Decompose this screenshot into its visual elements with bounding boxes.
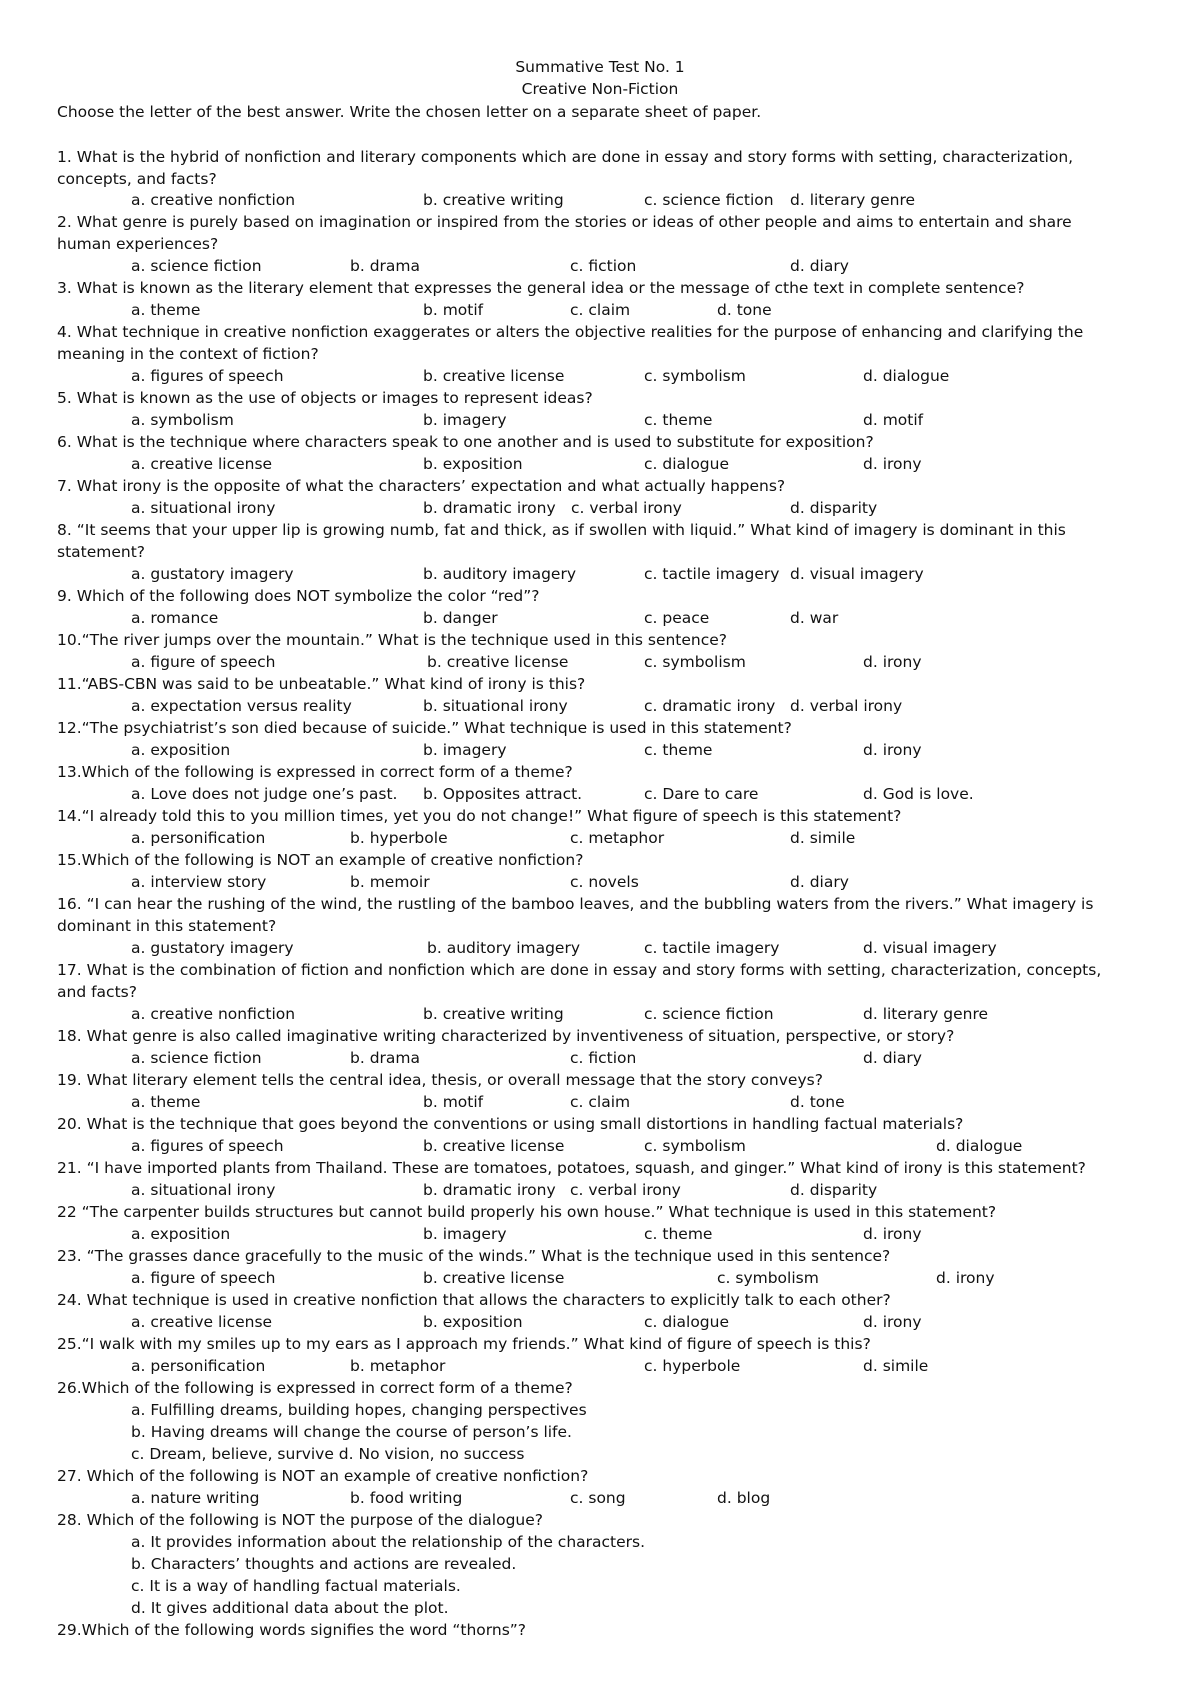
question-23-option-a: a. figure of speech: [131, 1269, 276, 1287]
question-1-option-b: b. creative writing: [423, 191, 564, 209]
question-9-option-a: a. romance: [131, 609, 219, 627]
question-17-text: and facts?: [57, 983, 137, 1001]
question-6-option-a: a. creative license: [131, 455, 273, 473]
question-1-option-a: a. creative nonfiction: [131, 191, 296, 209]
question-14-option-c: c. metaphor: [570, 829, 665, 847]
question-20-option-a: a. figures of speech: [131, 1137, 284, 1155]
question-26-option-b: b. Having dreams will change the course of person’s life.: [131, 1423, 572, 1441]
question-27-option-d: d. blog: [717, 1489, 771, 1507]
question-2-option-a: a. science fiction: [131, 257, 262, 275]
question-12-option-d: d. irony: [863, 741, 922, 759]
question-19-option-b: b. motif: [423, 1093, 484, 1111]
question-12-text: 12.“The psychiatrist’s son died because of suicide.” What technique is used in this statement?: [57, 719, 792, 737]
question-4-option-a: a. figures of speech: [131, 367, 284, 385]
question-28-option-b: b. Characters’ thoughts and actions are revealed.: [131, 1555, 517, 1573]
question-6-option-d: d. irony: [863, 455, 922, 473]
question-15-option-d: d. diary: [790, 873, 849, 891]
question-23-text: 23. “The grasses dance gracefully to the music of the winds.” What is the technique used in this sentence?: [57, 1247, 891, 1265]
question-25-option-a: a. personification: [131, 1357, 266, 1375]
question-16-option-b: b. auditory imagery: [427, 939, 581, 957]
question-6-option-b: b. exposition: [423, 455, 523, 473]
question-5-option-d: d. motif: [863, 411, 924, 429]
question-25-option-c: c. hyperbole: [644, 1357, 741, 1375]
question-11-option-b: b. situational irony: [423, 697, 568, 715]
question-22-option-d: d. irony: [863, 1225, 922, 1243]
question-3-option-d: d. tone: [717, 301, 772, 319]
question-2-text: 2. What genre is purely based on imagination or inspired from the stories or ideas of other people and aims to entertain and share: [57, 213, 1072, 231]
question-21-option-d: d. disparity: [790, 1181, 878, 1199]
question-2-text: human experiences?: [57, 235, 219, 253]
question-22-option-a: a. exposition: [131, 1225, 231, 1243]
question-9-option-b: b. danger: [423, 609, 498, 627]
question-13-option-d: d. God is love.: [863, 785, 974, 803]
question-22-text: 22 “The carpenter builds structures but cannot build properly his own house.” What technique is used in this statement?: [57, 1203, 997, 1221]
question-12-option-b: b. imagery: [423, 741, 507, 759]
question-18-option-b: b. drama: [350, 1049, 420, 1067]
question-18-option-c: c. fiction: [570, 1049, 637, 1067]
question-1-text: concepts, and facts?: [57, 170, 217, 188]
question-22-option-c: c. theme: [644, 1225, 713, 1243]
question-10-text: 10.“The river jumps over the mountain.” What is the technique used in this sentence?: [57, 631, 728, 649]
question-28-option-d: d. It gives additional data about the plot.: [131, 1599, 449, 1617]
question-21-option-c: c. verbal irony: [570, 1181, 681, 1199]
question-25-option-d: d. simile: [863, 1357, 929, 1375]
question-13-option-b: b. Opposites attract.: [423, 785, 583, 803]
question-14-text: 14.“I already told this to you million times, yet you do not change!” What figure of speech is this statement?: [57, 807, 902, 825]
question-21-option-b: b. dramatic irony: [423, 1181, 556, 1199]
question-20-option-c: c. symbolism: [644, 1137, 746, 1155]
question-27-text: 27. Which of the following is NOT an example of creative nonfiction?: [57, 1467, 589, 1485]
question-6-text: 6. What is the technique where characters speak to one another and is used to substitute for exposition?: [57, 433, 874, 451]
question-2-option-c: c. fiction: [570, 257, 637, 275]
question-26-option-a: a. Fulfilling dreams, building hopes, changing perspectives: [131, 1401, 587, 1419]
question-4-text: 4. What technique in creative nonfiction exaggerates or alters the objective realities for the purpose of enhancing and clarifying the: [57, 323, 1084, 341]
question-17-option-d: d. literary genre: [863, 1005, 989, 1023]
question-5-option-a: a. symbolism: [131, 411, 234, 429]
question-17-text: 17. What is the combination of fiction and nonfiction which are done in essay and story forms with setting, characterization, concepts,: [57, 961, 1102, 979]
question-1-text: 1. What is the hybrid of nonfiction and literary components which are done in essay and story forms with setting, characterization,: [57, 148, 1074, 166]
question-21-text: 21. “I have imported plants from Thailand. These are tomatoes, potatoes, squash, and ginger.” What kind of irony is this statement?: [57, 1159, 1086, 1177]
question-14-option-b: b. hyperbole: [350, 829, 448, 847]
question-25-text: 25.“I walk with my smiles up to my ears as I approach my friends.” What kind of figure of speech is this?: [57, 1335, 871, 1353]
question-15-option-b: b. memoir: [350, 873, 430, 891]
question-11-text: 11.“ABS-CBN was said to be unbeatable.” What kind of irony is this?: [57, 675, 586, 693]
question-12-option-a: a. exposition: [131, 741, 231, 759]
question-18-text: 18. What genre is also called imaginative writing characterized by inventiveness of situation, perspective, or story?: [57, 1027, 955, 1045]
test-subtitle: Creative Non-Fiction: [521, 80, 679, 98]
question-4-option-b: b. creative license: [423, 367, 565, 385]
question-5-option-b: b. imagery: [423, 411, 507, 429]
question-18-option-d: d. diary: [863, 1049, 922, 1067]
question-10-option-c: c. symbolism: [644, 653, 746, 671]
question-5-text: 5. What is known as the use of objects or images to represent ideas?: [57, 389, 593, 407]
question-23-option-c: c. symbolism: [717, 1269, 819, 1287]
question-4-option-c: c. symbolism: [644, 367, 746, 385]
question-10-option-a: a. figure of speech: [131, 653, 276, 671]
question-22-option-b: b. imagery: [423, 1225, 507, 1243]
question-11-option-c: c. dramatic irony: [644, 697, 776, 715]
question-2-option-b: b. drama: [350, 257, 420, 275]
question-25-option-b: b. metaphor: [350, 1357, 446, 1375]
question-19-option-a: a. theme: [131, 1093, 201, 1111]
question-20-option-d: d. dialogue: [936, 1137, 1023, 1155]
question-28-text: 28. Which of the following is NOT the purpose of the dialogue?: [57, 1511, 543, 1529]
question-13-option-a: a. Love does not judge one’s past.: [131, 785, 398, 803]
question-3-option-b: b. motif: [423, 301, 484, 319]
question-27-option-b: b. food writing: [350, 1489, 463, 1507]
question-8-option-a: a. gustatory imagery: [131, 565, 294, 583]
question-19-text: 19. What literary element tells the central idea, thesis, or overall message that the story conveys?: [57, 1071, 823, 1089]
instructions: Choose the letter of the best answer. Write the chosen letter on a separate sheet of paper.: [57, 103, 762, 121]
question-16-option-d: d. visual imagery: [863, 939, 997, 957]
question-13-text: 13.Which of the following is expressed in correct form of a theme?: [57, 763, 573, 781]
question-26-text: 26.Which of the following is expressed in correct form of a theme?: [57, 1379, 573, 1397]
question-20-option-b: b. creative license: [423, 1137, 565, 1155]
question-9-option-c: c. peace: [644, 609, 710, 627]
question-23-option-d: d. irony: [936, 1269, 995, 1287]
question-7-option-d: d. disparity: [790, 499, 878, 517]
question-9-option-d: d. war: [790, 609, 839, 627]
question-7-option-a: a. situational irony: [131, 499, 276, 517]
question-14-option-d: d. simile: [790, 829, 856, 847]
question-8-option-b: b. auditory imagery: [423, 565, 577, 583]
question-24-option-b: b. exposition: [423, 1313, 523, 1331]
question-23-option-b: b. creative license: [423, 1269, 565, 1287]
question-5-option-c: c. theme: [644, 411, 713, 429]
question-2-option-d: d. diary: [790, 257, 849, 275]
question-21-option-a: a. situational irony: [131, 1181, 276, 1199]
question-12-option-c: c. theme: [644, 741, 713, 759]
question-9-text: 9. Which of the following does NOT symbolize the color “red”?: [57, 587, 540, 605]
question-8-option-c: c. tactile imagery: [644, 565, 780, 583]
question-7-option-c: c. verbal irony: [571, 499, 682, 517]
question-15-text: 15.Which of the following is NOT an example of creative nonfiction?: [57, 851, 584, 869]
question-27-option-c: c. song: [570, 1489, 626, 1507]
question-15-option-c: c. novels: [570, 873, 639, 891]
question-3-option-c: c. claim: [570, 301, 631, 319]
question-17-option-a: a. creative nonfiction: [131, 1005, 296, 1023]
question-24-option-d: d. irony: [863, 1313, 922, 1331]
question-3-text: 3. What is known as the literary element that expresses the general idea or the message of cthe text in complete sentence?: [57, 279, 1025, 297]
question-29-text: 29.Which of the following words signifies the word “thorns”?: [57, 1621, 527, 1639]
question-6-option-c: c. dialogue: [644, 455, 730, 473]
question-1-option-d: d. literary genre: [790, 191, 916, 209]
question-24-text: 24. What technique is used in creative nonfiction that allows the characters to explicitly talk to each other?: [57, 1291, 891, 1309]
question-16-text: dominant in this statement?: [57, 917, 277, 935]
question-18-option-a: a. science fiction: [131, 1049, 262, 1067]
question-26-option-c: c. Dream, believe, survive d. No vision, no success: [131, 1445, 525, 1463]
question-10-option-b: b. creative license: [427, 653, 569, 671]
question-19-option-d: d. tone: [790, 1093, 845, 1111]
question-11-option-d: d. verbal irony: [790, 697, 903, 715]
question-7-text: 7. What irony is the opposite of what the characters’ expectation and what actually happens?: [57, 477, 786, 495]
question-28-option-c: c. It is a way of handling factual materials.: [131, 1577, 461, 1595]
question-8-option-d: d. visual imagery: [790, 565, 924, 583]
question-16-text: 16. “I can hear the rushing of the wind, the rustling of the bamboo leaves, and the bubbling waters from the rivers.” What imagery is: [57, 895, 1094, 913]
question-1-option-c: c. science fiction: [644, 191, 774, 209]
question-19-option-c: c. claim: [570, 1093, 631, 1111]
question-7-option-b: b. dramatic irony: [423, 499, 556, 517]
question-3-option-a: a. theme: [131, 301, 201, 319]
question-4-option-d: d. dialogue: [863, 367, 950, 385]
question-8-text: statement?: [57, 543, 146, 561]
question-8-text: 8. “It seems that your upper lip is growing numb, fat and thick, as if swollen with liquid.” What kind of imagery is dominant in this: [57, 521, 1066, 539]
question-10-option-d: d. irony: [863, 653, 922, 671]
question-16-option-c: c. tactile imagery: [644, 939, 780, 957]
test-title: Summative Test No. 1: [515, 58, 685, 76]
question-27-option-a: a. nature writing: [131, 1489, 260, 1507]
question-4-text: meaning in the context of fiction?: [57, 345, 319, 363]
question-24-option-a: a. creative license: [131, 1313, 273, 1331]
question-17-option-b: b. creative writing: [423, 1005, 564, 1023]
question-16-option-a: a. gustatory imagery: [131, 939, 294, 957]
question-24-option-c: c. dialogue: [644, 1313, 730, 1331]
question-15-option-a: a. interview story: [131, 873, 267, 891]
question-28-option-a: a. It provides information about the relationship of the characters.: [131, 1533, 646, 1551]
question-14-option-a: a. personification: [131, 829, 266, 847]
question-11-option-a: a. expectation versus reality: [131, 697, 352, 715]
question-17-option-c: c. science fiction: [644, 1005, 774, 1023]
question-20-text: 20. What is the technique that goes beyond the conventions or using small distortions in handling factual materials?: [57, 1115, 964, 1133]
question-13-option-c: c. Dare to care: [644, 785, 759, 803]
